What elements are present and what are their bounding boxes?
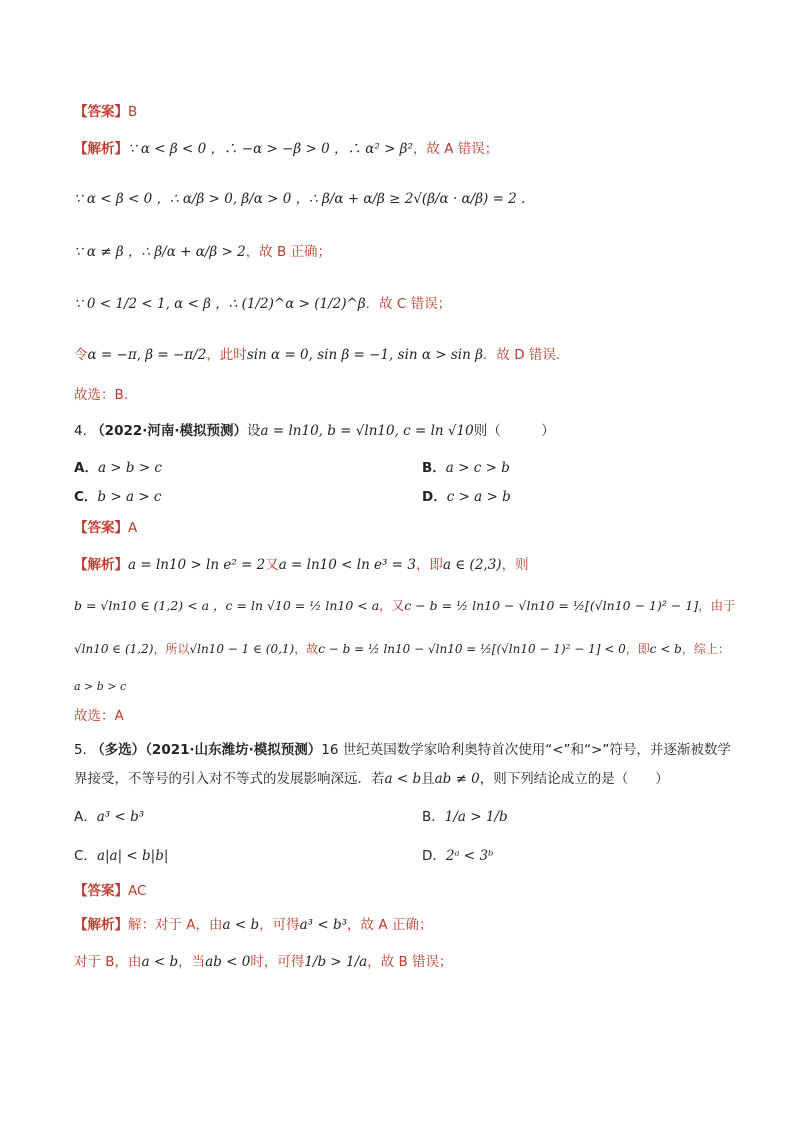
answer-value: A	[128, 520, 138, 536]
math-expr: a = ln10 > ln e² = 2	[128, 557, 266, 573]
question-4-stem	[74, 422, 555, 440]
option-d-label: D．	[422, 489, 447, 505]
question-5-stem-line-2	[74, 770, 669, 788]
math-expr: a > b > c	[74, 680, 127, 693]
option-b-label: B．	[422, 460, 446, 476]
analysis-text: ，即	[415, 557, 443, 573]
option-b	[422, 459, 510, 477]
math-expr: c < b	[649, 642, 682, 656]
analysis-text: 时，可得	[250, 954, 305, 970]
question-source: （2021·山东潍坊·模拟预测）	[145, 742, 322, 758]
math-expr: √ln10 − 1 ∈ (0,1)	[189, 642, 295, 656]
question-4-options-row-2	[74, 488, 511, 506]
analysis-text: 令	[74, 347, 88, 363]
math-expr: α = −π, β = −π/2	[87, 347, 207, 363]
option-c-label: C．	[74, 848, 97, 864]
option-c-text: a|a| < b|b|	[96, 848, 169, 864]
option-b-text: 1/a > 1/b	[444, 809, 508, 825]
math-expr: ab ≠ 0	[434, 771, 480, 787]
option-c-text: b > a > c	[97, 489, 162, 505]
option-c-label: C．	[74, 489, 98, 505]
math-expr: a < b	[141, 954, 179, 970]
question-5-options-row-1	[74, 808, 508, 826]
answer-label: 【答案】	[74, 883, 128, 899]
analysis-line-2	[74, 597, 736, 615]
analysis-line-2	[74, 953, 453, 971]
question-4-options-row-1	[74, 459, 510, 477]
math-expr: ab < 0	[205, 954, 251, 970]
question-text: 且	[421, 771, 435, 787]
question-source: （2022·河南·模拟预测）	[91, 423, 248, 439]
analysis-text: ．故 C 错误；	[365, 296, 452, 312]
analysis-text: ，当	[178, 954, 206, 970]
option-d-label: D．	[422, 848, 446, 864]
option-b	[422, 808, 508, 826]
analysis-line-5	[74, 346, 569, 364]
question-text: ，则下列结论成立的是（ ）	[479, 771, 669, 787]
analysis-text: ，故	[294, 642, 319, 656]
analysis-text: 又	[265, 557, 279, 573]
question-text: 则（ ）	[473, 423, 555, 439]
math-expr: a³ < b³	[299, 917, 348, 933]
question-5-stem-line-1	[74, 741, 731, 759]
answer-row	[74, 103, 137, 121]
math-expr: a < b	[222, 917, 260, 933]
math-expr: a < b	[384, 771, 422, 787]
answer-label: 【答案】	[74, 520, 128, 536]
analysis-text: ，又	[379, 598, 405, 613]
analysis-text: ，故 B 正确；	[245, 244, 332, 260]
option-d	[422, 847, 493, 865]
option-b-text: a > c > b	[445, 460, 510, 476]
math-expr: c − b = ½ ln10 − √ln10 = ½[(√ln10 − 1)² − 1]	[404, 598, 699, 613]
analysis-line-2	[74, 190, 525, 208]
analysis-text: ，可得	[259, 917, 300, 933]
analysis-line-3	[74, 640, 730, 658]
analysis-text: ，即	[625, 642, 650, 656]
option-a-label: A．	[74, 460, 98, 476]
math-expr: 1/b > 1/a	[304, 954, 368, 970]
analysis-text: 对于 B，由	[74, 954, 142, 970]
question-text: 设	[247, 423, 261, 439]
math-expr: c − b = ½ ln10 − √ln10 = ½[(√ln10 − 1)² − 1] < 0	[318, 642, 626, 656]
answer-row	[74, 882, 146, 900]
analysis-text: ，所以	[153, 642, 190, 656]
analysis-text: ，综上：	[681, 642, 730, 656]
question-prefix: （多选）	[91, 742, 146, 758]
math-expr: a ∈ (2,3)	[442, 557, 502, 573]
math-expr: ∵ α ≠ β ，∴ β/α + α/β > 2	[74, 244, 246, 260]
math-expr: ∵ α < β < 0 ，∴ α/β > 0, β/α > 0 ，∴ β/α + α/β ≥ 2√(β/α · α/β) = 2 .	[74, 191, 526, 207]
option-d-text: c > a > b	[446, 489, 511, 505]
math-expr: sin α = 0, sin β = −1, sin α > sin β	[246, 347, 483, 363]
answer-value: AC	[128, 883, 147, 899]
analysis-line-4	[74, 295, 451, 313]
option-a-label: A．	[74, 809, 97, 825]
question-5-options-row-2	[74, 847, 494, 865]
math-expr: ∵ 0 < 1/2 < 1, α < β ，∴ (1/2)^α > (1/2)^β	[74, 296, 366, 312]
analysis-text: ，故 A 正确；	[347, 917, 433, 933]
math-expr: a = ln10, b = √ln10, c = ln √10	[260, 423, 474, 439]
choice-line: 故选：B．	[74, 387, 138, 403]
math-expr: a = ln10 < ln e³ = 3	[278, 557, 416, 573]
analysis-label: 【解析】	[74, 557, 128, 573]
analysis-label: 【解析】	[74, 917, 128, 933]
analysis-text: ，故 A 错误；	[412, 141, 499, 157]
analysis-line-1	[74, 916, 432, 934]
answer-row	[74, 519, 137, 537]
question-number: 4.	[74, 423, 87, 439]
analysis-text: 解：对于 A，由	[128, 917, 223, 933]
analysis-label: 【解析】	[74, 141, 128, 157]
question-number: 5.	[74, 742, 87, 758]
option-d-text: 2ᵃ < 3ᵇ	[445, 848, 494, 864]
analysis-line-3	[74, 243, 331, 261]
math-expr: ∵ α < β < 0 ，∴ −α > −β > 0 ，∴ α² > β²	[128, 141, 413, 157]
analysis-text: ，则	[501, 557, 529, 573]
option-b-label: B．	[422, 809, 445, 825]
option-d	[422, 488, 511, 506]
analysis-line-1	[74, 556, 529, 574]
choice-line: 故选：A	[74, 708, 124, 724]
option-a-text: a³ < b³	[96, 809, 145, 825]
question-text: 16 世纪英国数学家哈利奥特首次使用“<”和“>”符号，并逐渐被数学	[321, 742, 731, 758]
analysis-line-4	[74, 678, 126, 696]
analysis-line-1	[74, 140, 498, 158]
question-text: 界接受，不等号的引入对不等式的发展影响深远．若	[74, 771, 385, 787]
math-expr: b = √ln10 ∈ (1,2) < a ，c = ln √10 = ½ ln10 < a	[74, 598, 380, 613]
analysis-text: ，此时	[206, 347, 247, 363]
math-expr: √ln10 ∈ (1,2)	[74, 642, 154, 656]
analysis-text: ，由于	[698, 598, 736, 613]
analysis-text: ．故 D 错误．	[482, 347, 570, 363]
answer-value: B	[128, 104, 138, 120]
analysis-text: ，故 B 错误；	[367, 954, 453, 970]
answer-label: 【答案】	[74, 104, 128, 120]
option-a-text: a > b > c	[97, 460, 162, 476]
